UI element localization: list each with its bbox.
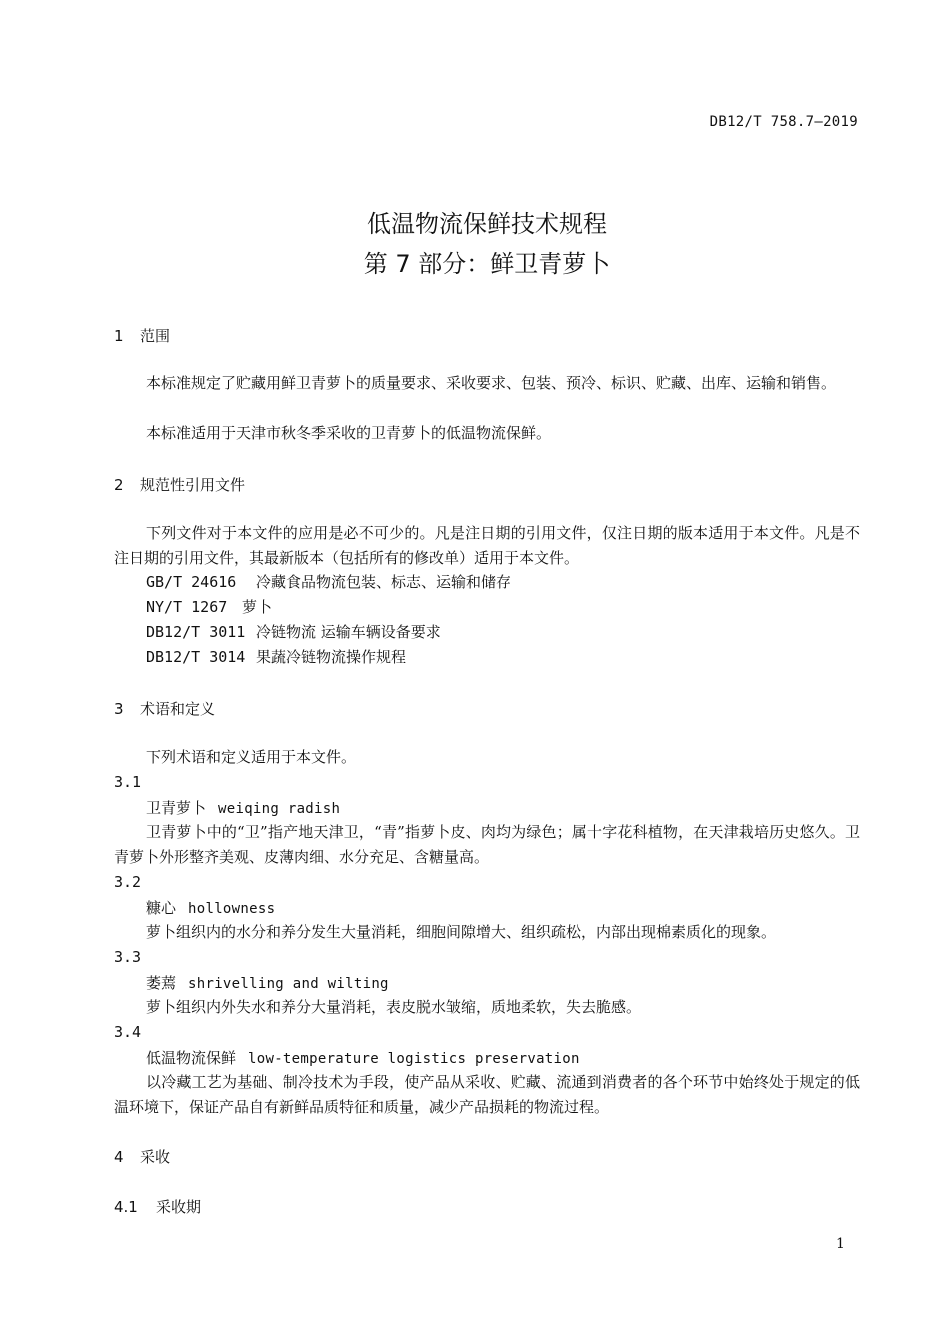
term-en: low-temperature logistics preservation (248, 1051, 580, 1067)
section-1-heading (114, 325, 170, 346)
reference-title: 冷链物流 运输车辆设备要求 (256, 623, 441, 641)
term-definition: 以冷藏工艺为基础、制冷技术为手段，使产品从采收、贮藏、流通到消费者的各个环节中始终处于规定的低温环境下，保证产品自有新鲜品质特征和质量，减少产品损耗的物流过程。 (114, 1073, 860, 1116)
reference-code: NY/T 1267 (146, 598, 228, 616)
subsection-4-1-heading (114, 1196, 201, 1217)
term-zh: 低温物流保鲜 (146, 1049, 237, 1067)
reference-item (146, 596, 272, 617)
term-title (146, 1047, 580, 1068)
section-number: 3 (114, 700, 124, 718)
reference-item (146, 571, 511, 592)
term-en: hollowness (188, 901, 276, 917)
document-code: DB12/T 758.7—2019 (709, 114, 858, 130)
term-number: 3.1 (114, 773, 142, 791)
term-title (146, 797, 340, 818)
section-number: 1 (114, 327, 124, 345)
term-definition: 卫青萝卜中的“卫”指产地天津卫，“青”指萝卜皮、肉均为绿色；属十字花科植物，在天津栽培历史悠久。卫青萝卜外形整齐美观、皮薄肉细、水分充足、含糖量高。 (114, 823, 860, 866)
reference-title: 果蔬冷链物流操作规程 (256, 648, 407, 666)
section-title: 范围 (140, 327, 171, 345)
term-en: shrivelling and wilting (188, 976, 389, 992)
term-number: 3.4 (114, 1023, 142, 1041)
section-title: 采收 (140, 1148, 171, 1166)
paragraph: 下列术语和定义适用于本文件。 (146, 748, 357, 766)
reference-item (146, 646, 406, 667)
reference-title: 萝卜 (242, 598, 273, 616)
section-title: 规范性引用文件 (140, 476, 246, 494)
term-title (146, 897, 275, 918)
subsection-number: 4.1 (114, 1198, 138, 1216)
term-title (146, 972, 389, 993)
term-zh: 糠心 (146, 899, 177, 917)
document-subtitle: 第 7 部分：鲜卫青萝卜 (363, 250, 611, 278)
term-number: 3.2 (114, 873, 142, 891)
reference-code: GB/T 24616 (146, 573, 237, 591)
page-number: 1 (836, 1236, 845, 1252)
document-title: 低温物流保鲜技术规程 (367, 210, 607, 238)
section-number: 2 (114, 476, 124, 494)
section-title: 术语和定义 (140, 700, 216, 718)
term-number: 3.3 (114, 948, 142, 966)
paragraph: 本标准规定了贮藏用鲜卫青萝卜的质量要求、采收要求、包装、预冷、标识、贮藏、出库、运输和销售。 (146, 374, 837, 392)
term-zh: 卫青萝卜 (146, 799, 207, 817)
term-definition: 萝卜组织内的水分和养分发生大量消耗，细胞间隙增大、组织疏松，内部出现棉素质化的现象。 (146, 923, 777, 941)
paragraph: 本标准适用于天津市秋冬季采收的卫青萝卜的低温物流保鲜。 (146, 424, 552, 442)
section-2-heading (114, 474, 245, 495)
section-number: 4 (114, 1148, 124, 1166)
reference-code: DB12/T 3014 (146, 648, 246, 666)
term-en: weiqing radish (218, 801, 341, 817)
section-4-heading (114, 1146, 170, 1167)
term-definition: 萝卜组织内外失水和养分大量消耗，表皮脱水皱缩，质地柔软，失去脆感。 (146, 998, 642, 1016)
subsection-title: 采收期 (156, 1198, 202, 1216)
paragraph: 下列文件对于本文件的应用是必不可少的。凡是注日期的引用文件，仅注日期的版本适用于本文件。凡是不注日期的引用文件，其最新版本（包括所有的修改单）适用于本文件。 (114, 524, 860, 567)
reference-title: 冷藏食品物流包装、标志、运输和储存 (256, 573, 512, 591)
reference-item (146, 621, 441, 642)
term-zh: 萎蔫 (146, 974, 177, 992)
section-3-heading (114, 698, 215, 719)
reference-code: DB12/T 3011 (146, 623, 246, 641)
